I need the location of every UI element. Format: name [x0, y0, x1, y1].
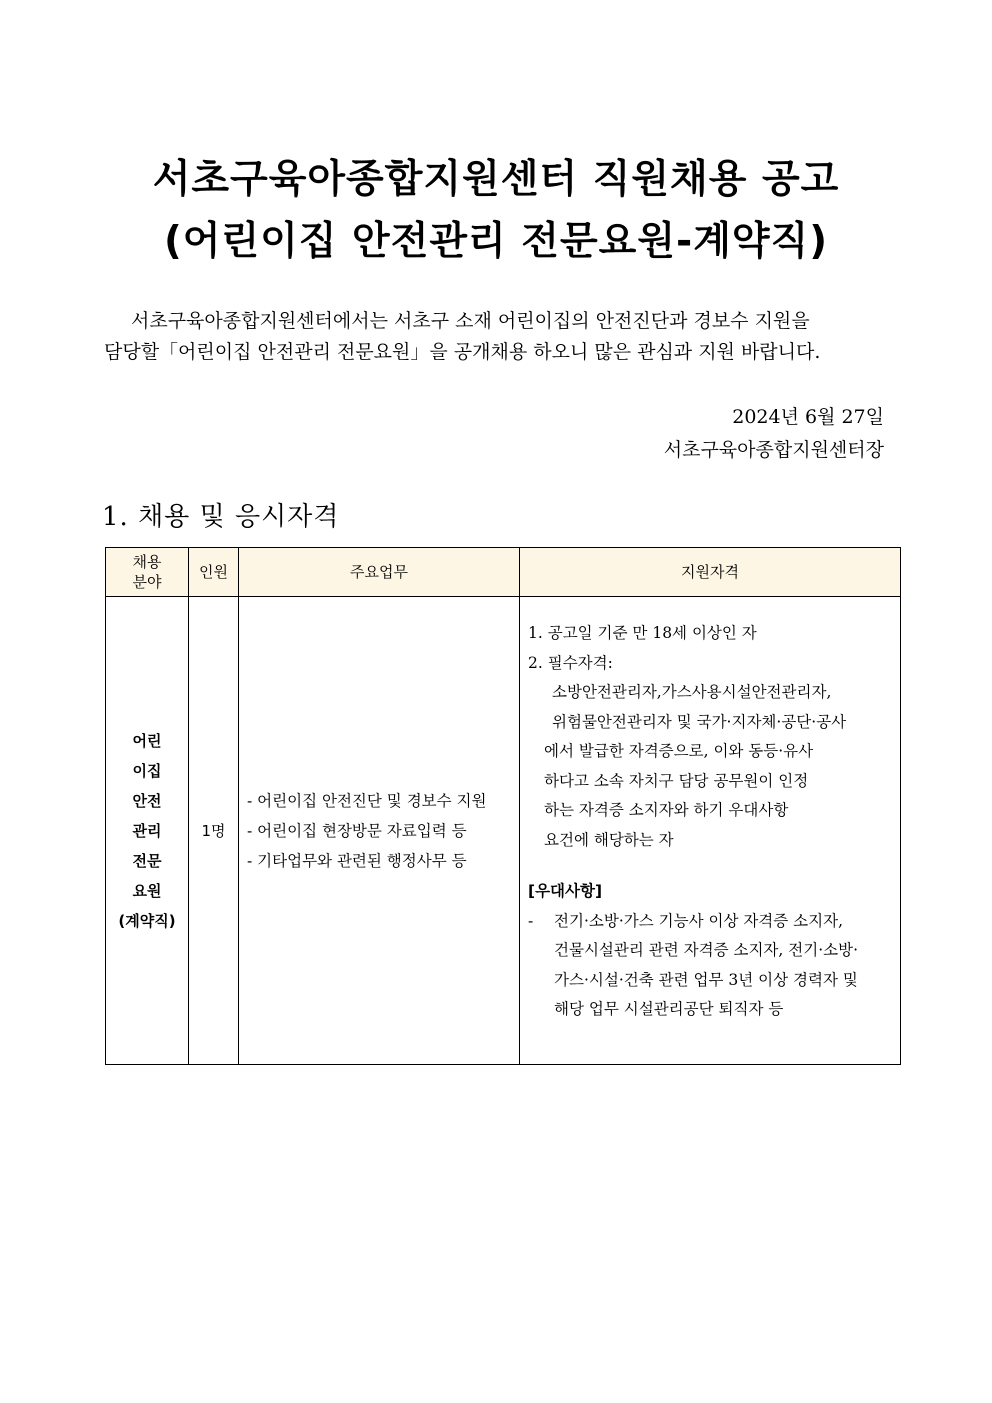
header-field-line: 채용	[132, 553, 162, 571]
page-subtitle: (어린이집 안전관리 전문요원-계약직)	[163, 219, 829, 264]
preference-text	[554, 907, 858, 1025]
cell-count: 1명	[189, 597, 239, 1065]
recruitment-table	[105, 547, 901, 1065]
qualification-detail: 에서 발급한 자격증으로, 이와 동등·유사	[544, 742, 814, 760]
duty-item: - 기타업무와 관련된 행정사무 등	[247, 851, 467, 870]
qualification-detail: 위험물안전관리자 및 국가·지자체·공단·공사	[552, 712, 847, 731]
qualification-detail: 하다고 소속 자치구 담당 공무원이 인정	[544, 771, 809, 790]
intro-paragraph-line: 담당할「어린이집 안전관리 전문요원」을 공개채용 하오니 많은 관심과 지원 바랍니다.	[104, 341, 821, 363]
qualification-item: 1. 공고일 기준 만 18세 이상인 자	[528, 624, 757, 642]
header-duties: 주요업무	[239, 548, 520, 597]
table-header-row	[106, 548, 901, 597]
field-line: 요원	[132, 881, 162, 900]
preference-heading: [우대사항]	[528, 882, 603, 900]
section-heading: 1. 채용 및 응시자격	[102, 502, 340, 532]
preference-line: 전기·소방·가스 기능사 이상 자격증 소지자,	[554, 911, 844, 930]
duty-item: - 어린이집 현장방문 자료입력 등	[247, 821, 467, 840]
announcement-date: 2024년 6월 27일	[732, 406, 884, 428]
duty-item: - 어린이집 안전진단 및 경보수 지원	[247, 791, 487, 810]
preference-item	[528, 907, 892, 1025]
intro-paragraph-line: 서초구육아종합지원센터에서는 서초구 소재 어린이집의 안전진단과 경보수 지원을	[131, 310, 810, 332]
cell-duties	[239, 597, 520, 1065]
page-title: 서초구육아종합지원센터 직원채용 공고	[152, 157, 840, 202]
qualification-detail: 요건에 해당하는 자	[544, 830, 674, 849]
cell-qualifications	[520, 597, 901, 1065]
field-line: 관리	[132, 821, 162, 840]
issuer-signature: 서초구육아종합지원센터장	[663, 439, 884, 461]
field-line: 안전	[132, 791, 162, 810]
preference-line: 해당 업무 시설관리공단 퇴직자 등	[554, 1000, 784, 1018]
header-field-line: 분야	[132, 573, 162, 591]
field-line: (계약직)	[118, 911, 176, 930]
table-row	[106, 597, 901, 1065]
cell-field	[106, 597, 189, 1065]
field-line: 전문	[132, 851, 162, 870]
preference-line: 가스·시설·건축 관련 업무 3년 이상 경력자 및	[554, 970, 858, 989]
header-field	[106, 548, 189, 597]
header-count: 인원	[189, 548, 239, 597]
qualification-detail: 하는 자격증 소지자와 하기 우대사항	[544, 801, 789, 819]
field-line: 어린	[132, 731, 162, 750]
field-line: 이집	[132, 761, 162, 780]
qualification-item: 2. 필수자격:	[528, 653, 613, 672]
qualification-detail: 소방안전관리자,가스사용시설안전관리자,	[552, 683, 832, 701]
header-qualifications: 지원자격	[520, 548, 901, 597]
preference-line: 건물시설관리 관련 자격증 소지자, 전기·소방·	[554, 941, 859, 959]
preference-dash: -	[528, 911, 534, 930]
